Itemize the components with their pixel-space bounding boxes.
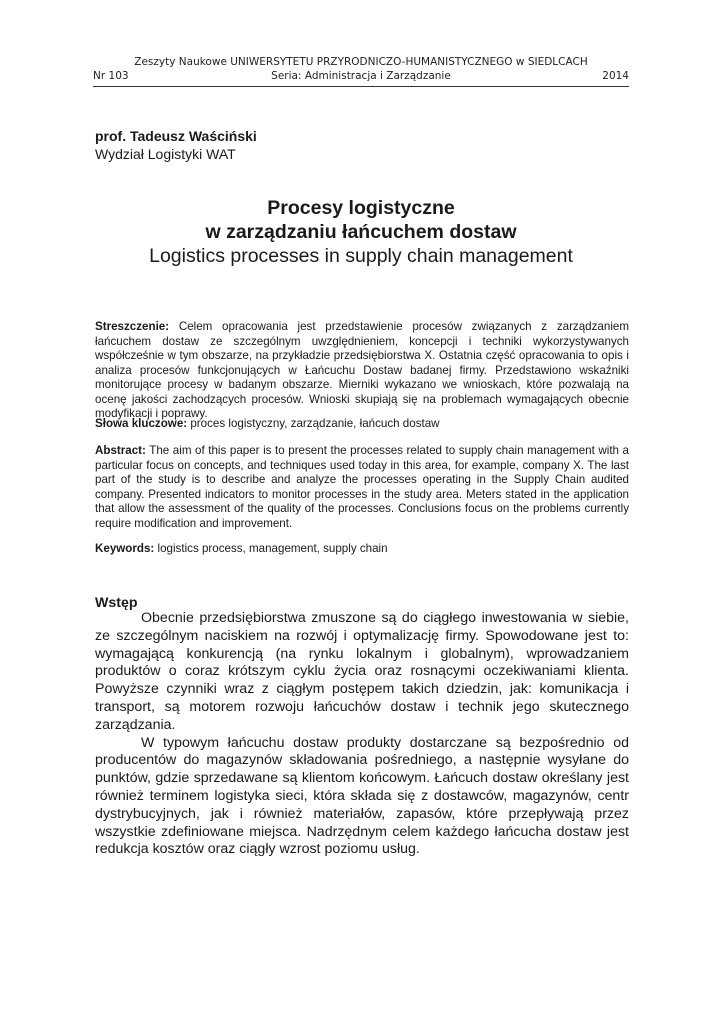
- publication-year: 2014: [602, 70, 629, 82]
- header-row: [93, 69, 629, 83]
- keywords-pl-label: Słowa kluczowe:: [95, 417, 188, 430]
- paper-title: [93, 196, 629, 268]
- title-pl-line1: Procesy logistyczne: [267, 197, 455, 219]
- running-header: [93, 55, 629, 83]
- keywords-en-label: Keywords:: [95, 542, 155, 555]
- body-text: [95, 610, 629, 859]
- title-en: Logistics processes in supply chain management: [149, 245, 573, 267]
- author-name: prof. Tadeusz Waściński: [95, 128, 257, 144]
- journal-name: Zeszyty Naukowe UNIWERSYTETU PRZYRODNICZO-HUMANISTYCZNEGO w SIEDLCACH: [134, 56, 588, 68]
- abstract-pl-label: Streszczenie:: [95, 320, 170, 333]
- keywords-pl: [95, 417, 629, 432]
- author-affiliation: Wydział Logistyki WAT: [95, 146, 236, 162]
- paragraph-2: W typowym łańcuchu dostaw produkty dostarczane są bezpośrednio od producentów do magazynów składowania pośredniego, a następnie wysyłane do punktów, gdzie sprzedawane są klientom końcowym. Łańcuch dostaw określany jest również terminem logistyka sieci, która składa się z dostawców, magazynów, centr dystrybucyjnych, jak i również materiałów, zapasów, które przepływają przez wszystkie zdefiniowane miejsca. Nadrzędnym celem każdego łańcucha dostaw jest redukcja kosztów oraz ciągły wzrost poziomu usług.: [95, 734, 629, 858]
- abstract-pl: [95, 320, 629, 422]
- abstract-pl-text: Celem opracowania jest przedstawienie procesów związanych z zarządzaniem łańcuchem dostaw ze szczególnym uwzględnieniem, koncepcji i techniki wykorzystywanych współcześnie w tym obszarze, na przykładzie przedsiębiorstwa X. Ostatnia część opracowania to opis i analiza procesów funkcjonujących w Łańcuchu Dostaw badanej firmy. Przedstawiono wskaźniki monitorujące procesy w badanym obszarze. Mierniki wykazano we wnioskach, które pozwalają na ocenę jakości zachodzących procesów. Wnioski skupiają się na problemach wymagających obecnie modyfikacji i poprawy.: [95, 320, 629, 420]
- keywords-pl-text: proces logistyczny, zarządzanie, łańcuch dostaw: [187, 417, 440, 430]
- abstract-en: [95, 444, 629, 531]
- issue-number: Nr 103: [93, 70, 129, 82]
- abstract-en-label: Abstract:: [95, 444, 146, 457]
- section-heading: Wstęp: [95, 595, 138, 611]
- keywords-en: [95, 542, 629, 557]
- keywords-en-text: logistics process, management, supply chain: [154, 542, 388, 555]
- series-name: Seria: Administracja i Zarządzanie: [271, 70, 451, 82]
- header-rule: [93, 86, 629, 87]
- paragraph-1: Obecnie przedsiębiorstwa zmuszone są do ciągłego inwestowania w siebie, ze szczególnym naciskiem na rozwój i optymalizację firmy. Spowodowane jest to: wymagającą konkurencją (na rynku lokalnym i globalnym), wprowadzaniem produktów o coraz krótszym cyklu życia oraz rosnącymi oczekiwaniami klienta. Powyższe czynniki wraz z ciągłym postępem takich dziedzin, jak: komunikacja i transport, są motorem rozwoju łańcuchów dostaw i technik jego skutecznego zarządzania.: [95, 610, 629, 733]
- abstract-en-text: The aim of this paper is to present the processes related to supply chain management with a particular focus on concepts, and techniques used today in this area, for example, company X. The last part of the study is to describe and analyze the processes operating in the Supply Chain audited company. Presented indicators to monitor processes in the study area. Meters stated in the application that allow the assessment of the quality of the processes. Conclusions focus on the problems currently require modification and improvement.: [95, 444, 629, 530]
- title-pl-line2: w zarządzaniu łańcuchem dostaw: [205, 221, 517, 243]
- author-block: [95, 127, 257, 163]
